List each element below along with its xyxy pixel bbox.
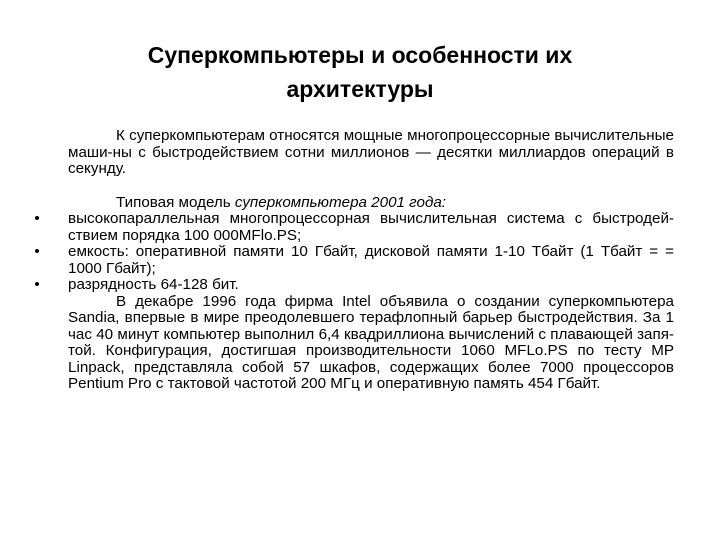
model-heading-emphasis: суперкомпьютера 2001 года: (234, 193, 447, 211)
closing-paragraph: В декабре 1996 года фирма Intel объявила о создании суперкомпьютера Sandia, впервые в мире преодолевшего терафлопный барьер быстродействия. За 1 час 40 минут компьютер выполнил 6,4 квадриллиона вычислений с плавающей запя-той. Конфигурация, достигшая производительности 1060 MFLo.PS по тесту MP Linpack, представляла собой 57 шкафов, содержащих более 7000 процессоров Pentium Pro с тактовой частотой 200 МГц и оперативную память 454 Гбайт. (68, 292, 674, 392)
paragraph-gap (68, 178, 674, 195)
list-item (34, 276, 674, 294)
model-heading-prefix: Типовая модель (116, 193, 235, 211)
model-heading (68, 195, 674, 212)
title-line-1: Суперкомпьютеры и особенности их (147, 42, 573, 68)
list-item-text: разрядность 64-128 бит. (68, 276, 239, 293)
bullet-icon: • (34, 276, 40, 293)
list-item (34, 210, 674, 244)
slide-body (34, 127, 674, 393)
bullet-icon: • (34, 243, 40, 260)
intro-paragraph: К суперкомпьютерам относятся мощные многопроцессорные вычислительные маши-ны с быстродействием сотни миллионов — десятки миллиардов операций в секунду. (68, 127, 674, 177)
list-item (34, 243, 674, 277)
spec-list (34, 210, 674, 294)
list-item-text: емкость: оперативной памяти 10 Гбайт, дисковой памяти 1-10 Тбайт (1 Тбайт = = 1000 Гбайт); (68, 243, 674, 277)
bullet-icon: • (34, 210, 40, 227)
title-line-2: архитектуры (286, 76, 434, 102)
slide-title (90, 38, 630, 106)
list-item-text: высокопараллельная многопроцессорная вычислительная система с быстродей-ствием порядка 100 000MFlo.PS; (68, 210, 674, 244)
